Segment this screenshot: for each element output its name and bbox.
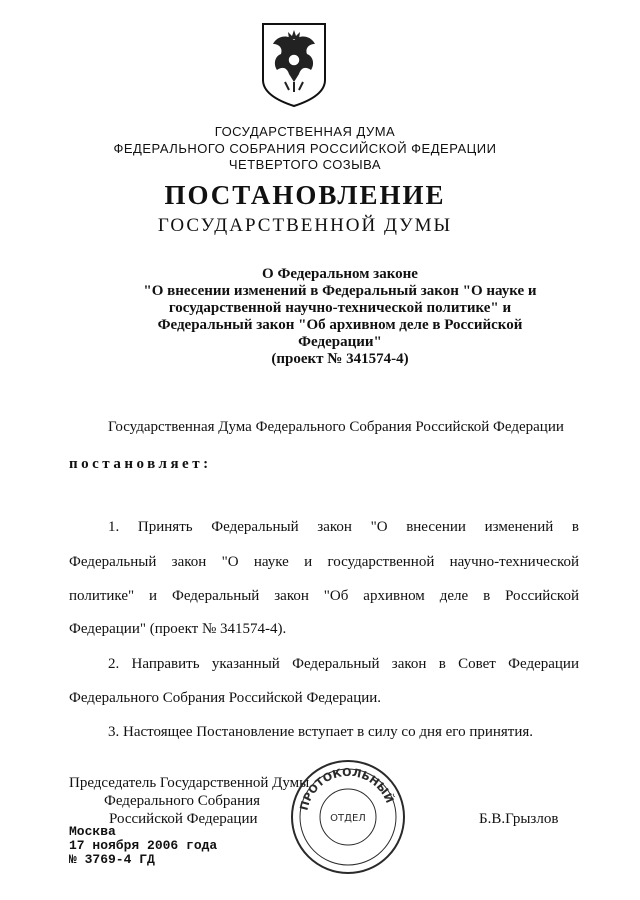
- item-1-line-3: политике" и Федеральный закон "Об архивном деле в Российской: [69, 588, 579, 604]
- header-line-1: ГОСУДАРСТВЕННАЯ ДУМА: [214, 124, 396, 139]
- footer-date: 17 ноября 2006 года: [69, 838, 218, 853]
- item-1-line-2: Федеральный закон "О науке и государственной научно-технической: [69, 554, 579, 570]
- subject-line: государственной научно-технической политике" и: [168, 300, 512, 316]
- document-subtitle: ГОСУДАРСТВЕННОЙ ДУМЫ: [157, 215, 453, 236]
- signatory-name: Б.В.Грызлов: [479, 811, 559, 827]
- coat-of-arms-emblem: [259, 20, 329, 110]
- document-subject: [95, 266, 585, 368]
- signature-title-1: Председатель Государственной Думы: [69, 775, 310, 791]
- footer-number: № 3769-4 ГД: [69, 852, 155, 867]
- stamp-center-text: ОТДЕЛ: [330, 813, 366, 824]
- item-3: 3. Настоящее Постановление вступает в силу со дня его принятия.: [108, 724, 534, 740]
- subject-line: О Федеральном законе: [262, 266, 418, 282]
- stamp-arc-text: ПРОТОКОЛЬНЫЙ: [297, 765, 397, 812]
- official-stamp: [289, 758, 407, 876]
- footer-city: Москва: [69, 824, 116, 839]
- subject-line: Федеральный закон "Об архивном деле в Российской: [157, 317, 523, 333]
- decision-word: постановляет:: [69, 456, 212, 472]
- header-line-3: ЧЕТВЕРТОГО СОЗЫВА: [228, 157, 382, 172]
- item-1-line-1: 1. Принять Федеральный закон "О внесении изменений в: [108, 519, 579, 535]
- item-1-line-4: Федерации" (проект № 341574-4).: [69, 621, 287, 637]
- subject-line: (проект № 341574-4): [271, 351, 409, 367]
- subject-line: Федерации": [298, 334, 382, 350]
- item-2-line-2: Федерального Собрания Российской Федерации.: [69, 690, 382, 706]
- header-line-2: ФЕДЕРАЛЬНОГО СОБРАНИЯ РОССИЙСКОЙ ФЕДЕРАЦИИ: [113, 141, 497, 156]
- document-title: ПОСТАНОВЛЕНИЕ: [164, 180, 446, 210]
- signature-title-2: Федерального Собрания: [104, 793, 261, 809]
- subject-line: "О внесении изменений в Федеральный закон "О науке и: [143, 283, 537, 299]
- item-2-line-1: 2. Направить указанный Федеральный закон в Совет Федерации: [108, 656, 579, 672]
- preamble: Государственная Дума Федерального Собрания Российской Федерации: [108, 419, 564, 435]
- signature-title-3: Российской Федерации: [109, 811, 258, 827]
